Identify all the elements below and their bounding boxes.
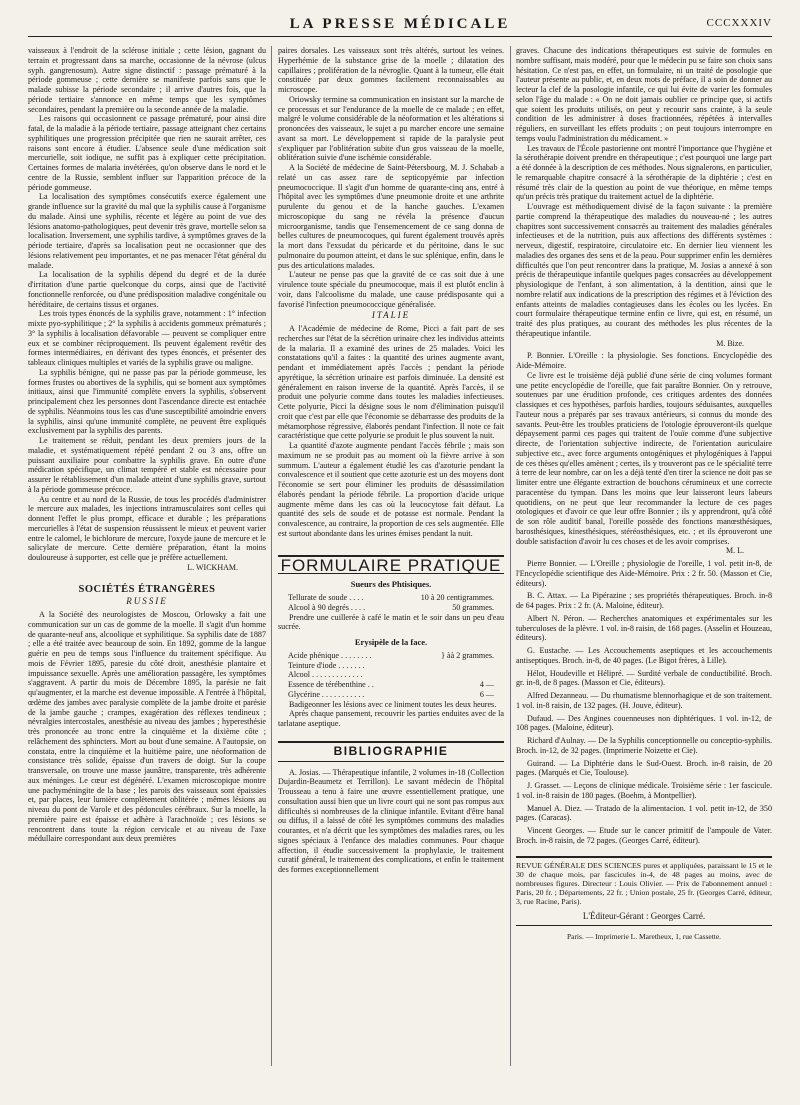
paragraph: A la Société de médecine de Saint-Pétersbourg, M. J. Schabab a relaté un cas assez rare de septicopyémie par infection pneumococcique. Il s'agit d'un homme de quarante-cinq ans, entré à l'hôpital avec les symptômes d'une pneumonie droite et une arthrite purulente du genou et de la hanche gauches. L'examen microscopique du sang ne révéla la présence d'aucun microorganisme, tandis que l'ensemencement de ce sang donna de belles cultures de pneumocoques, qui furent également trouvés après la mort dans l'exsudat du péricarde et du péritoine, dans le suc pulmonaire du poumon atteint, et dans le suc splénique, enfin, dans le pus des articulations malades. (278, 163, 504, 270)
section-subtitle: RUSSIE (126, 596, 168, 607)
ingredient: Teinture d'iode . . . . . . . (288, 660, 365, 670)
paragraph: graves. Chacune des indications thérapeutiques est suivie de formules en nombre suffisant, mais modéré, pour que le médecin pu se faire son choix sans hésitation. Ce n'est pas, en effet, un formulaire, ni un traité de posologie que l'auteur présente au public, et, en deux mots de préface, il a soin de donner au lecteur la clef de la posologie infantile, ce qui lui évite de varier les formules selon l'âge du malade : « On ne doit jamais oublier ce principe que, si actifs que soient les produits utilisés, on peut y recourir sans crainte, à la seule condition de les administrer à doses fractionnées, répétées à intervalles réguliers, en surveillant les effets produits ; on peut toujours interrompre en temps voulu l'administration du médicament. » (516, 46, 772, 143)
page-number: CCCXXXIV (706, 17, 772, 29)
printer-imprint: Paris. — Imprimerie L. Maretheux, 1, rue Cassette. (566, 932, 722, 942)
bibliography-entry: Vincent Georges. — Etude sur le cancer primitif de l'ampoule de Vater. Broch. in-8 raisin, de 72 pages. (Georges Carré, éditeur). (516, 826, 772, 845)
column-1 (28, 46, 266, 1066)
formulaire-banner (278, 555, 504, 575)
amount: 4 — (479, 680, 494, 689)
recipe-note: Badigeonner les lésions avec ce liniment toutes les deux heures. (289, 699, 497, 709)
paragraph: Ce livre est le troisième déjà publié d'une série de cinq volumes formant une petite encyclopédie de l'oreille, que fait paraître Bonnier. On y retrouve, soutenues par une érudition profonde, ces critiques ardentes des données classiques et ces hypothèses, parfois hardies, toujours séduisantes, auxquelles l'auteur nous a préparés par ses travaux antérieurs, si connus du monde des savants. Peut-être les troubles praticiens de l'otologie éprouveront-ils quelque dépaysement parmi ces pages qui traitent de l'ouïe comme d'une subjective directe, de l'orientation subjective indirecte, de l'orientation auriculaire subjective etc., avec force arguments ontogéniques et phylogéniques à l'appui de ces thèses qu'elles amènent ; certes, ils y trouveront pas ce le spécialité terre à terre de leur nombre, car on les a déjà tenté d'en tirer la science ne doit pas se limiter entre une élégante extraction de bouchons cérumineux et une correcte paracentèse du tympan. Dans les moins que leur laisseront leurs labeurs quotidiens, on ne peut que leur recommander la lecture de ces pages otologiques et d'avoir ce que leur offre Bonnier ; ils y apprendront, qu'à côté de son rôle auditif banal, l'oreille possède des fonctions manœsthésiques, barosthésiques, kinesthésiques, stéréosthésiques, etc. ; et ils éprouveront une double satisfaction d'avoir lu ces choses et de les avoir comprises. (516, 370, 772, 546)
recipe-line (278, 651, 504, 661)
recipe-title: Sueurs des Phtisiques. (350, 579, 432, 590)
ingredient: Alcool à 90 degrés . . . . (288, 602, 366, 612)
bibliographie-banner (278, 741, 504, 762)
paragraph: La syphilis bénigne, qui ne passe pas par la période gommeuse, les formes frustes ou abortives de la syphilis, qui se bornent aux symptômes initiaux, ainsi que l'immunité complète envers la syphilis, s'observent principalement chez les personnes dont l'ascendance directe est entachée de syphilis. Néanmoins tous les cas d'une susceptibilité amoindrie envers la syphilis, ainsi qu'une immunité complète, ne peuvent être expliqués exclusivement par la syphilis des parents. (28, 367, 266, 436)
paragraph: Au centre et au nord de la Russie, de tous les procédés d'administrer le mercure aux malades, les injections intramusculaires sont celles qui donnent l'effet le plus prompt, efficace et durable ; les préparations mercurielles à l'état de suspension réussissent le mieux et peuvent varier entre le calomel, le bichlorure de mercure, l'oxyde jaune de mercure et le salicylate de mercure. Cette dernière préparation, étant la moins douloureuse à supporter, est celle que je préfère actuellement. (28, 494, 266, 562)
editeur-gerant: L'Éditeur-Gérant : Georges Carré. (516, 912, 772, 927)
page-header (28, 14, 772, 37)
bibliography-entry: Pierre Bonnier. — L'Oreille ; physiologie de l'oreille, 1 vol. petit in-8, de l'Encyclopédie scientifique des Aide-Mémoire. Prix : 2 fr. 50. (Masson et Cie, éditeurs). (516, 559, 772, 588)
amount: 10 à 20 centigrammes. (420, 593, 494, 602)
signature: L. WICKHAM. (187, 562, 238, 572)
recipe-line (278, 670, 504, 680)
bibliography-entry: P. Bonnier. L'Oreille : la physiologie. Ses fonctions. Encyclopédie des Aide-Mémoire. (516, 351, 772, 370)
bibliography-entry: A. Josias. — Thérapeutique infantile, 2 volumes in-18 (Collection Dujardin-Beaumetz et Terrillon). Le savant médecin de l'hôpital Trousseau a tenu à faire une œuvre essentiellement pratique, une consultation aussi bien que un livre court qui ne sont pas rompus aux difficultés si nombreuses de la clinique infantile. Evitant d'être banal ou diffus, il a laissé de côté les symptômes communs des maladies courantes, et n'a décrit que les symptômes des maladies rares, ou les signes spéciaux à l'enfance des maladies communes. Pour chaque affection, il étudie successivement la prophylaxie, le traitement curatif général, le traitement des complications, et enfin le traitement des formes exceptionnellement (278, 767, 504, 874)
amount: 50 grammes. (452, 602, 494, 612)
journal-title: LA PRESSE MÉDICALE (289, 16, 511, 32)
paragraph: Les raisons qui occasionnent ce passage prématuré, pour ainsi dire fatal, de la maladie à la période tertiaire, passage atteignant chez certains syphilitiques une progression précipitée que rien ne saurait arrêter, ces raisons sont encore à étudier. L'absence seule d'une médication soit mercurielle, soit iodique, ne suffit pas à expliquer cette précipitation. Certaines formes de malaria invétérées, qu'on observe dans le nord et le centre de la Russie, semblent influer sur l'apparition précoce de la période gommeuse. (28, 114, 266, 192)
paragraph: Oriowsky termine sa communication en insistant sur la marche de ce processus et sur l'endurance de la moelle de ce malade ; en effet, malgré le volume considérable de la néoformation et les altérations si prononcées des vaisseaux, le sujet a pu marcher encore une semaine avant sa mort. Le développement si rapide de la paralysie peut s'expliquer par l'oblitération subite d'un gros vaisseau de la moelle, oblitération suivie d'une ischémie considérable. (278, 94, 504, 163)
paragraph: Le traitement se réduit, pendant les deux premiers jours de la maladie, et systématiquement répété pendant 2 ou 3 ans, offre un puissant auxiliaire pour combattre la syphilis grave. En outre d'une médication spécifique, un climat tempéré et stable est nécessaire pour assurer le rétablissement d'un malade atteint d'une syphilis grave, surtout à la période gommeuse précoce. (28, 436, 266, 494)
signature: M. L. (726, 546, 744, 556)
recipe-line (278, 603, 504, 613)
ingredient: Alcool . . . . . . . . . . . . . (288, 670, 363, 680)
paragraph: La localisation des symptômes consécutifs exerce également une grande influence sur la gravité du mal que la syphilis cause à l'organisme du malade. Ainsi une syphilis, récente et légère au point de vue des lésions anatomo-pathologiques, peut devenir très grave, mortelle selon sa localisation. Inversement, une syphilis tardive, à symptômes graves de la période tertiaire, d'après sa localisation peut ne occasionner que des lésions relativement peu importantes, et ne pas menacer l'état général du malade. (28, 192, 266, 270)
recipe-title: Erysipèle de la face. (354, 637, 428, 647)
section-subtitle: ITALIE (371, 310, 411, 321)
amount: } àà 2 grammes. (441, 650, 494, 660)
column-2 (278, 46, 504, 1066)
ingredient: Glycérine . . . . . . . . . . . (288, 689, 365, 699)
ingredient: Tellurate de soude . . . . (288, 593, 364, 602)
section-title: SOCIÉTÉS ÉTRANGÈRES (78, 583, 216, 595)
paragraph: paires dorsales. Les vaisseaux sont très altérés, surtout les veines. Hyperhémie de la substance grise de la moelle ; dilatation des capillaires ; prolifération de la névroglie. Quant à la tumeur, elle était constituée par deux gommes facilement reconnaissables au microscope. (278, 46, 504, 94)
recipe-line (278, 690, 504, 700)
paragraph: A la Société des neurologistes de Moscou, Orlowsky a fait une communication sur un cas de gomme de la moelle. Il s'agit d'un homme de quarante-neuf ans, alcoolique et syphilitique. Sa syphilis date de 1887 ; elle a été traitée avec beaucoup de soin. En 1892, gomme de la langue guérie en peu de temps sous l'influence du traitement spécifique. Au mois de Février 1895, paresie du côté droit, anesthésie plantaire et impuissance sexuelle. Après une amélioration passagère, les symptômes s'aggravent. A partir du mois de Décembre 1895, la parésie ne fait qu'augmenter, et la marche est devenue impossible. A l'entrée à l'hôpital, œdème des jambes avec paralysie complète de la jambe droite et parésie de la jambe gauche ; crampes, exagération des réflexes tendineux ; névralgies intercostales, anesthésie au niveau des jambes ; hyperesthésie très prononcée au tronc entre la cinquième et la dixième côte ; relâchement des sphincters. Mort au bout d'une semaine. A l'autopsie, on constata, entre la cinquième et la huitième paire, une néoformation de consistance très solide, épaisse d'un travers de doigt. Sur la coupe transversale, on trouve une masse jaunâtre, transparente, très adhérente aux méninges. Le cœur est dégénéré. L'examen microscopique montre une pachyméningite de la base ; les parois des vaisseaux sont épaissies et, par places, leur lumière complètement oblitérée ; mêmes lésions au niveau du pont de Varole et des pédoncules cérébraux. Sur la moelle, la première paire est épaisse et adhère à l'arachnoïde ; ces lésions se rencontrent dans toute la région cervicale et au niveau de l'axe médullaire correspondant aux deux premières (28, 610, 266, 844)
paragraph: vaisseaux à l'endroit de la sclérose initiale ; cette lésion, gagnant du terrain et progressant dans sa marche, occasionne de la névrose (ulcus syph. gangrenosum). Autre signe distinctif : passage prématuré à la période gommeuse ; cette dernière se manifeste parfois sans que le malade subisse la période secondaire ; il arrive d'autres fois, que la période tertiaire s'annonce en même temps que les symptômes secondaires, pendant la première ou la seconde année de la maladie. (28, 46, 266, 114)
paragraph: L'ouvrage est méthodiquement divisé de la façon suivante : la première partie comprend la thérapeutique des maladies du nouveau-né ; les autres chapitres sont successivement consacrés au traitement des maladies générales infectieuses et de la nutrition, puis aux affections des différents systèmes : nerveux, digestif, respiratoire, circulatoire etc. En dernier lieu viennent les maladies des organes des sens et de la peau. Pour supprimer enfin les dernières difficultés que l'on peut rencontrer dans la pratique, M. Josias a annexé à son précis de thérapeutique infantile quelques pages consacrées au développement physiologique de l'enfant, à son alimentation, à la dentition, ainsi que le nombre relatif aux indications de la prescription des régimes et à l'éviction des enfants atteints de maladies contagieuses dans les écoles ou les lycées. En court formulaire thérapeutique termine enfin ce livre, qui est, en résumé, un traité des plus pratiques, au courant des méthodes les plus récentes de la thérapeutique infantile. (516, 202, 772, 338)
bibliography-entry: Manuel A. Diez. — Tratado de la alimentacion. 1 vol. petit in-12, de 350 pages. (Caracas). (516, 803, 772, 823)
bibliography-entry: G. Eustache. — Les Accouchements aseptiques et les accouchements antiseptiques. Broch. in-8, de 40 pages. (Le Bigot frères, à Lille). (516, 646, 772, 665)
bibliographie-title: BIBLIOGRAPHIE (333, 743, 449, 758)
revue-advertisement: REVUE GÉNÉRALE DES SCIENCES pures et appliquées, paraissant le 15 et le 30 de chaque mois, par fascicules in-4, de 48 pages au moins, avec de nombreuses figures. Directeur : Louis Olivier. — Prix de l'abonnement annuel : Paris, 20 fr. ; Départements, 22 fr. ; Union postale, 25 fr. (Georges Carré, éditeur, 3, rue Racine, Paris). (516, 856, 772, 906)
bibliography-entry: Dufaud. — Des Angines couenneuses non diphtériques. 1 vol. in-12, de 108 pages. (Maloine, éditeur). (516, 713, 772, 733)
paragraph: La localisation de la syphilis dépend du degré et de la durée d'irritation d'une partie quelconque du corps, ainsi que de l'activité fonctionnelle renforcée, ou d'une prédisposition maladive congénitale ou héréditaire, de certains tissus et organes. (28, 270, 266, 309)
column-3 (516, 46, 772, 1066)
recipe-line (278, 680, 504, 690)
paragraph: Les trois types énoncés de la syphilis grave, notamment : 1° infection mixte pyo-syphilitique ; 2° la syphilis à accidents gommeux prématurés ; 3° la syphilis à localisation défavorable — peuvent se compliquer entre eux et se combiner réciproquement. Ils peuvent également revêtir des formes intermédiaires, en dérivant des types énoncés, et présenter des tableaux cliniques multiples et variés de la syphilis grave ou maligne. (28, 309, 266, 367)
ingredient: Acide phénique . . . . . . . . (288, 650, 372, 660)
column-rule (271, 46, 272, 1066)
recipe-line (278, 661, 504, 671)
recipe-line (278, 593, 504, 603)
paragraph: L'auteur ne pense pas que la gravité de ce cas soit due à une virulence toute spéciale du pneumocoque, mais il est plutôt enclin à voir, dans l'alcoolisme du malade, une cause prédisposante qui a favorisé l'infection pneumococcique généralisée. (278, 270, 504, 309)
bibliography-entry: Alfred Dezanneau. — Du rhumatisme blennorhagique et de son traitement. 1 vol. in-8 raisin, de 132 pages. (H. Jouve, éditeur). (516, 691, 772, 710)
bibliography-entry: Guirand. — La Diphtérie dans le Sud-Ouest. Broch. in-8 raisin, de 20 pages. (Marqués et Cie, Toulouse). (516, 758, 772, 778)
ingredient: Essence de térébenthine . . (288, 680, 374, 689)
bibliography-entry: B. C. Attax. — La Pipérazine ; ses propriétés thérapeutiques. Broch. in-8 de 64 pages. Prix : 2 fr. (A. Maloine, éditeur). (516, 591, 772, 610)
bibliography-entry: Hélot, Houdeville et Hélipré. — Surdité verbale de conductibilité. Broch. gr. in-8, de 8 pages. (Masson et Cie, éditeurs). (516, 668, 772, 688)
bibliography-entry: J. Grasset. — Leçons de clinique médicale. Troisième série : 1er fascicule. 1 vol. in-8 raisin de 180 pages. (Boehm, à Montpellier). (516, 781, 772, 800)
bibliography-entry: Albert N. Péron. — Recherches anatomiques et expérimentales sur les tuberculoses de la plèvre. 1 vol. in-8 raisin, de 168 pages. (Asselin et Houzeau, éditeurs). (516, 613, 772, 643)
paragraph: A l'Académie de médecine de Rome, Picci a fait part de ses recherches sur l'état de la sécrétion urinaire chez les individus atteints de la malaria. Il a examiné des urines de 25 malades. Voici les constatations qu'il a faites : la quantité des urines augmente avant, pendant et immédiatement après l'accès ; pendant la période apyrétique, la sécrétion urinaire est parfois diminuée. La densité est généralement en raison inverse de la quantité. Après l'accès, il se produit une polyurie comme dans toutes les maladies infectieuses. Cette polyurie, Picci la désigne sous le nom d'élimination puisqu'il croit que c'est par elle que l'économie se débarrasse des produits de la métamorphose régressive, élaborés pendant l'infection. Il note ce fait caractéristique que cette polyurie se produit le plus souvent la nuit. (278, 324, 504, 441)
signature: M. Bize. (716, 338, 744, 348)
recipe-note: Prendre une cuillerée à café le matin et le soir dans un peu d'eau sucrée. (278, 612, 504, 632)
column-rule (510, 46, 511, 1066)
paragraph: La quantité d'azote augmente pendant l'accès fébrile ; mais son maximum ne se produit pas au moment où la fièvre arrive à son summum. L'auteur a également étudié les cas d'azoturie pendant la convalescence et il soutient que cette azoturie est un des moyens dont l'économie se sert pour éliminer les produits de désassimilation élaborés pendant la période fébrile. La proportion d'acide urique augmente même dans les cas où la leucocytose fait défaut. La quantité des sels de soude et de potasse est normale. Pendant la convalescence, au contraire, la proportion de ces sels augmentée. Elle est surtout abondante dans les urines émises pendant la nuit. (278, 441, 504, 538)
formulaire-title: FORMULAIRE PRATIQUE (280, 555, 502, 575)
paragraph: Les travaux de l'École pastorienne ont montré l'importance que l'hygiène et la sérothérapie doivent prendre en thérapeutique ; c'est pourquoi une large part a été donnée à la description de ces méthodes. Nous signalerons, en particulier, le remarquable chapitre consacré à la sérothérapie de la diphtérie ; c'est en résumé très clair de la question au point de vue théorique, en même temps qu'un précis très pratique du traitement actuel de la diphtérie. (516, 143, 772, 202)
amount: 6 — (479, 689, 494, 699)
recipe-note: Après chaque pansement, recouvrir les parties enduites avec de la tarlatane aseptique. (278, 709, 504, 728)
bibliography-entry: Richard d'Aulnay. — De la Syphilis conceptionnelle ou conceptio-syphilis. Broch. in-12, de 32 pages. (Imprimerie Noizette et Cie). (516, 736, 772, 755)
